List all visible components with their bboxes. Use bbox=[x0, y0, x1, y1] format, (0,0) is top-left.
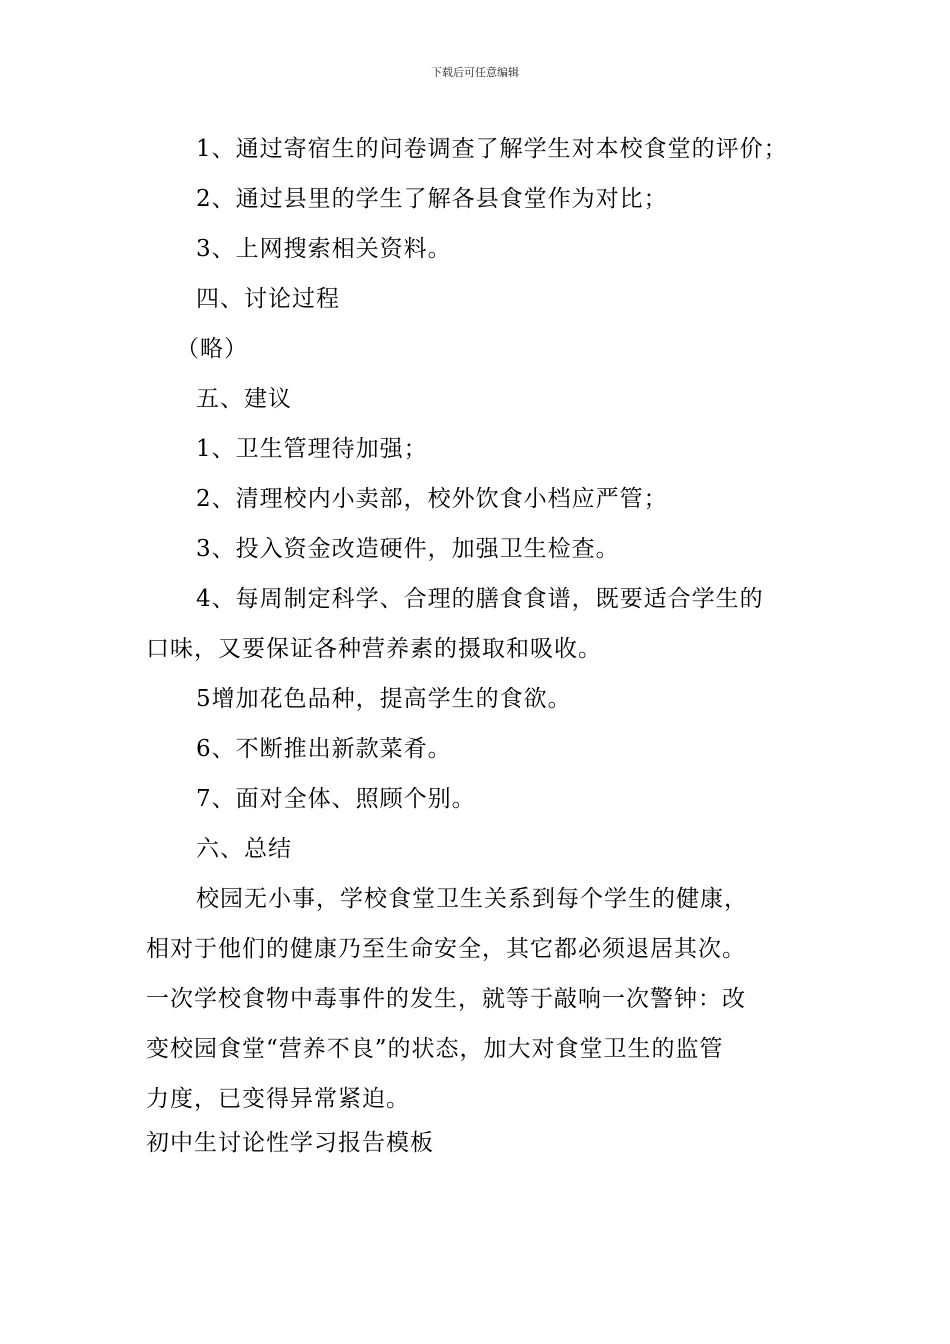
document-body bbox=[146, 124, 806, 1124]
suggestion-item-4-line-2: 口味，又要保证各种营养素的摄取和吸收。 bbox=[146, 636, 602, 662]
suggestion-item-4-line-1: 4、每周制定科学、合理的膳食食谱，既要适合学生的 bbox=[196, 586, 764, 612]
summary-line-5: 力度，已变得异常紧迫。 bbox=[146, 1086, 410, 1112]
section-5-heading: 五、建议 bbox=[196, 386, 292, 412]
suggestion-item-5: 5增加花色品种，提高学生的食欲。 bbox=[196, 686, 572, 712]
method-item-3: 3、上网搜索相关资料。 bbox=[196, 236, 452, 262]
section-6-heading: 六、总结 bbox=[196, 836, 292, 862]
method-item-2: 2、通过县里的学生了解各县食堂作为对比； bbox=[196, 186, 668, 212]
section-4-heading: 四、讨论过程 bbox=[196, 286, 340, 312]
suggestion-item-7: 7、面对全体、照顾个别。 bbox=[196, 786, 476, 812]
section-4-content: （略） bbox=[176, 336, 248, 362]
suggestion-item-3: 3、投入资金改造硬件，加强卫生检查。 bbox=[196, 536, 620, 562]
next-document-title: 初中生讨论性学习报告模板 bbox=[146, 1130, 434, 1156]
summary-line-4: 变校园食堂“营养不良”的状态，加大对食堂卫生的监管 bbox=[146, 1036, 724, 1062]
suggestion-item-6: 6、不断推出新款菜肴。 bbox=[196, 736, 452, 762]
suggestion-item-1: 1、卫生管理待加强； bbox=[196, 436, 428, 462]
page-header-note: 下载后可任意编辑 bbox=[431, 66, 519, 79]
method-item-1: 1、通过寄宿生的问卷调查了解学生对本校食堂的评价； bbox=[196, 136, 788, 162]
suggestion-item-2: 2、清理校内小卖部，校外饮食小档应严管； bbox=[196, 486, 668, 512]
summary-line-3: 一次学校食物中毒事件的发生，就等于敲响一次警钟：改 bbox=[146, 986, 746, 1012]
summary-line-2: 相对于他们的健康乃至生命安全，其它都必须退居其次。 bbox=[146, 936, 746, 962]
summary-line-1: 校园无小事，学校食堂卫生关系到每个学生的健康， bbox=[196, 886, 748, 912]
